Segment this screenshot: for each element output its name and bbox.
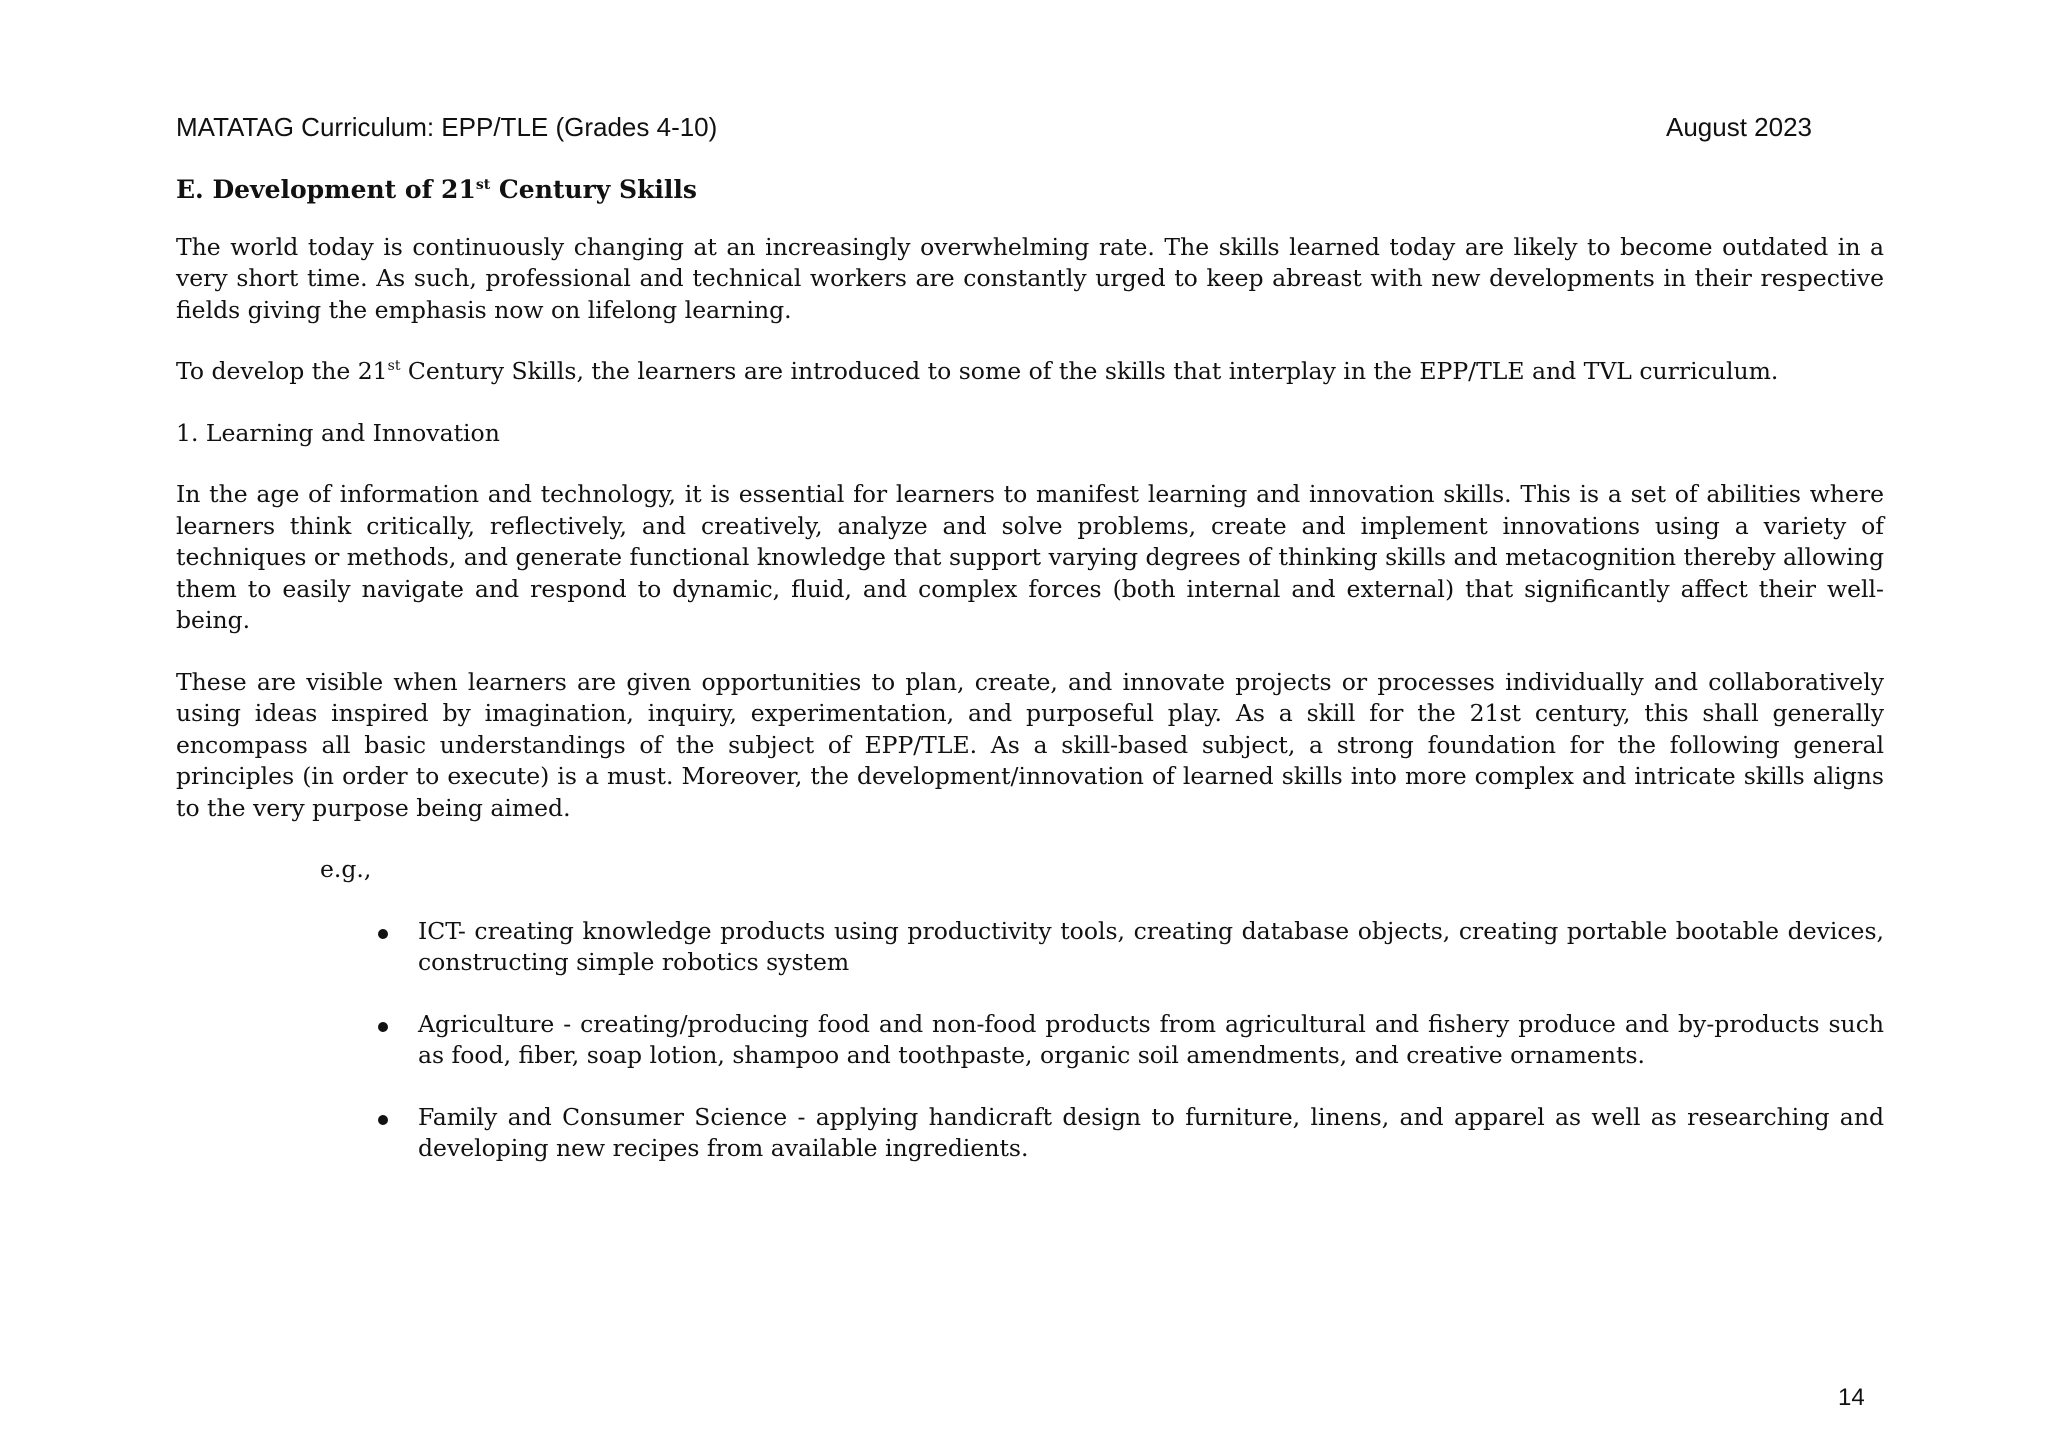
bullet-icon bbox=[378, 1022, 388, 1032]
example-list bbox=[176, 916, 1884, 1165]
page-number: 14 bbox=[1838, 1384, 1865, 1411]
list-item-text: ICT- creating knowledge products using productivity tools, creating database objects, creating portable bootable devices, constructing simple robotics system bbox=[418, 916, 1884, 976]
section-heading bbox=[176, 174, 1884, 206]
bullet-icon bbox=[378, 929, 388, 939]
list-item-ict bbox=[418, 916, 1884, 979]
paragraph-visible-opportunities: These are visible when learners are given opportunities to plan, create, and innovate projects or processes individually and collaboratively using ideas inspired by imagination, inquiry, experimentation, and purposeful play. As a skill for the 21st century, this shall generally encompass all basic understandings of the subject of EPP/TLE. As a skill-based subject, a strong foundation for the following general principles (in order to execute) is a must. Moreover, the development/innovation of learned skills into more complex and intricate skills aligns to the very purpose being aimed. bbox=[176, 667, 1884, 822]
section-heading-suffix: Century Skills bbox=[490, 175, 697, 204]
page-content bbox=[176, 174, 1884, 1195]
paragraph-develop-skills bbox=[176, 356, 1884, 388]
section-heading-prefix: E. Development of 21 bbox=[176, 175, 476, 204]
list-item-agriculture bbox=[418, 1009, 1884, 1072]
paragraph-information-age: In the age of information and technology, it is essential for learners to manifest learning and innovation skills. This is a set of abilities where learners think critically, reflectively, and creatively, analyze and solve problems, create and implement innovations using a variety of techniques or methods, and generate functional knowledge that support varying degrees of thinking skills and metacognition thereby allowing them to easily navigate and respond to dynamic, fluid, and complex forces (both internal and external) that significantly affect their well-being. bbox=[176, 480, 1884, 634]
bullet-icon bbox=[378, 1115, 388, 1125]
document-title: MATATAG Curriculum: EPP/TLE (Grades 4-10) bbox=[176, 112, 718, 142]
paragraph-world-changing: The world today is continuously changing at an increasingly overwhelming rate. The skills learned today are likely to become outdated in a very short time. As such, professional and technical workers are constantly urged to keep abreast with new developments in their respective fields giving the emphasis now on lifelong learning. bbox=[176, 232, 1884, 324]
paragraph-develop-skills-superscript: st bbox=[387, 358, 401, 374]
paragraph-develop-skills-suffix: Century Skills, the learners are introduced to some of the skills that interplay in the EPP/TLE and TVL curriculum. bbox=[400, 357, 1779, 385]
list-item-text: Family and Consumer Science - applying handicraft design to furniture, linens, and apparel as well as researching and developing new recipes from available ingredients. bbox=[418, 1102, 1884, 1162]
subheading-learning-innovation: 1. Learning and Innovation bbox=[176, 418, 500, 447]
example-label: e.g., bbox=[320, 855, 372, 883]
paragraph-develop-skills-prefix: To develop the 21 bbox=[176, 357, 388, 385]
page-header bbox=[176, 112, 1812, 146]
list-item-text: Agriculture - creating/producing food and non-food products from agricultural and fishery produce and by-products such as food, fiber, soap lotion, shampoo and toothpaste, organic soil amendments, and creative ornaments. bbox=[418, 1009, 1884, 1069]
document-date: August 2023 bbox=[1665, 112, 1812, 142]
list-item-family-consumer-science bbox=[418, 1102, 1884, 1165]
section-heading-superscript: st bbox=[475, 177, 491, 193]
